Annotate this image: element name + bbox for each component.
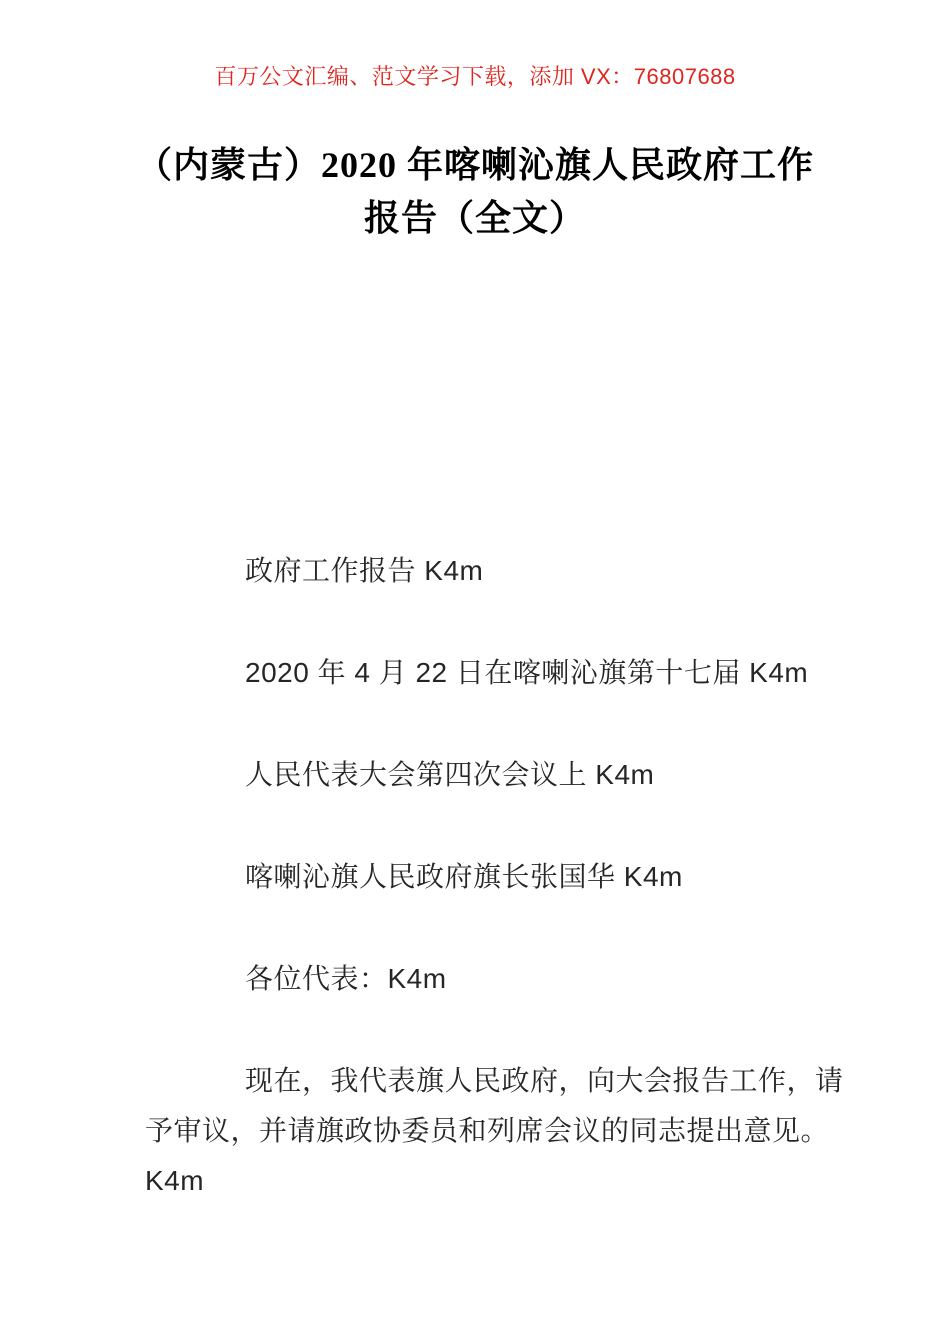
body-paragraph: 政府工作报告 K4m xyxy=(245,555,484,586)
document-title: （内蒙古）2020 年喀喇沁旗人民政府工作报告（全文） xyxy=(135,145,814,238)
body-paragraph: 各位代表：K4m xyxy=(245,963,447,994)
document-body xyxy=(145,546,860,1258)
body-paragraph: 现在，我代表旗人民政府，向大会报告工作，请予审议，并请旗政协委员和列席会议的同志提出意见。K4m xyxy=(145,1065,844,1196)
body-paragraph: 喀喇沁旗人民政府旗长张国华 K4m xyxy=(245,861,683,892)
body-paragraph: 2020 年 4 月 22 日在喀喇沁旗第十七届 K4m xyxy=(245,657,809,688)
body-paragraph: 人民代表大会第四次会议上 K4m xyxy=(245,759,655,790)
watermark-notice: 百万公文汇编、范文学习下载，添加 VX：76807688 xyxy=(214,64,736,89)
